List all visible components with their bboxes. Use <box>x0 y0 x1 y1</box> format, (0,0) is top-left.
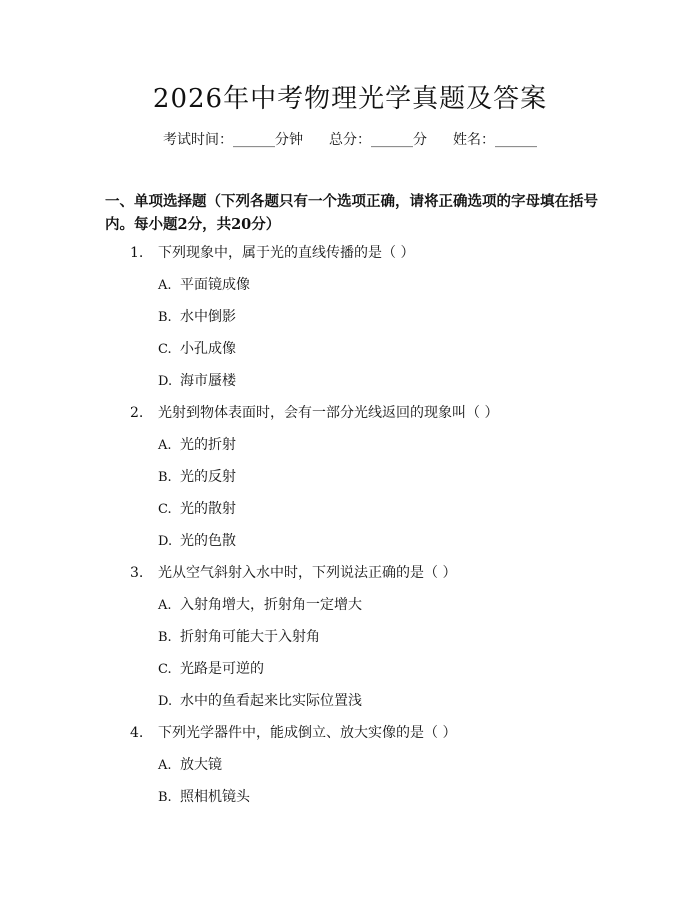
question-number: 2. <box>130 405 144 421</box>
answer-option <box>130 755 610 787</box>
question-text: 下列光学器件中，能成倒立、放大实像的是（ ） <box>158 725 457 741</box>
option-text: 水中倒影 <box>180 309 236 325</box>
option-letter: B. <box>158 790 172 805</box>
question-list <box>130 243 610 819</box>
answer-option <box>130 627 610 659</box>
option-text: 光的散射 <box>180 501 236 517</box>
section-heading: 一、单项选择题（下列各题只有一个选项正确，请将正确选项的字母填在括号内。每小题2分，共20分） <box>105 193 598 233</box>
answer-option <box>130 691 610 723</box>
option-text: 光的折射 <box>180 437 236 453</box>
option-letter: D. <box>158 694 173 709</box>
answer-option <box>130 499 610 531</box>
question-text: 光射到物体表面时，会有一部分光线返回的现象叫（ ） <box>158 405 499 421</box>
question-number: 3. <box>130 565 144 581</box>
answer-option <box>130 659 610 691</box>
option-text: 放大镜 <box>180 757 222 773</box>
option-letter: A. <box>158 278 172 293</box>
answer-option <box>130 307 610 339</box>
answer-option <box>130 275 610 307</box>
option-letter: B. <box>158 310 172 325</box>
student-name-field: 姓名：______ <box>453 132 537 148</box>
option-letter: D. <box>158 534 173 549</box>
page-title: 2026年中考物理光学真题及答案 <box>152 84 548 114</box>
option-letter: D. <box>158 374 173 389</box>
question-item <box>130 403 610 435</box>
option-text: 小孔成像 <box>180 341 236 357</box>
exam-info-row <box>0 130 700 150</box>
answer-option <box>130 531 610 563</box>
question-number: 1. <box>130 245 144 261</box>
exam-time-field: 考试时间：______分钟 <box>163 132 303 148</box>
answer-option <box>130 595 610 627</box>
question-item <box>130 563 610 595</box>
option-text: 折射角可能大于入射角 <box>180 629 320 645</box>
option-text: 水中的鱼看起来比实际位置浅 <box>180 693 362 709</box>
option-letter: C. <box>158 662 172 677</box>
option-text: 光路是可逆的 <box>180 661 264 677</box>
option-text: 光的反射 <box>180 469 236 485</box>
question-item <box>130 243 610 275</box>
option-letter: B. <box>158 470 172 485</box>
answer-option <box>130 467 610 499</box>
answer-option <box>130 787 610 819</box>
option-letter: B. <box>158 630 172 645</box>
total-score-field: 总分：______分 <box>329 132 427 148</box>
answer-option <box>130 435 610 467</box>
option-letter: C. <box>158 502 172 517</box>
option-letter: A. <box>158 758 172 773</box>
answer-option <box>130 371 610 403</box>
option-text: 平面镜成像 <box>180 277 250 293</box>
answer-option <box>130 339 610 371</box>
option-letter: C. <box>158 342 172 357</box>
option-text: 光的色散 <box>180 533 236 549</box>
question-text: 下列现象中，属于光的直线传播的是（ ） <box>158 245 415 261</box>
question-number: 4. <box>130 725 144 741</box>
option-letter: A. <box>158 598 172 613</box>
option-text: 入射角增大，折射角一定增大 <box>180 597 362 613</box>
question-text: 光从空气斜射入水中时，下列说法正确的是（ ） <box>158 565 457 581</box>
question-item <box>130 723 610 755</box>
option-letter: A. <box>158 438 172 453</box>
option-text: 海市蜃楼 <box>180 373 236 389</box>
option-text: 照相机镜头 <box>180 789 250 805</box>
